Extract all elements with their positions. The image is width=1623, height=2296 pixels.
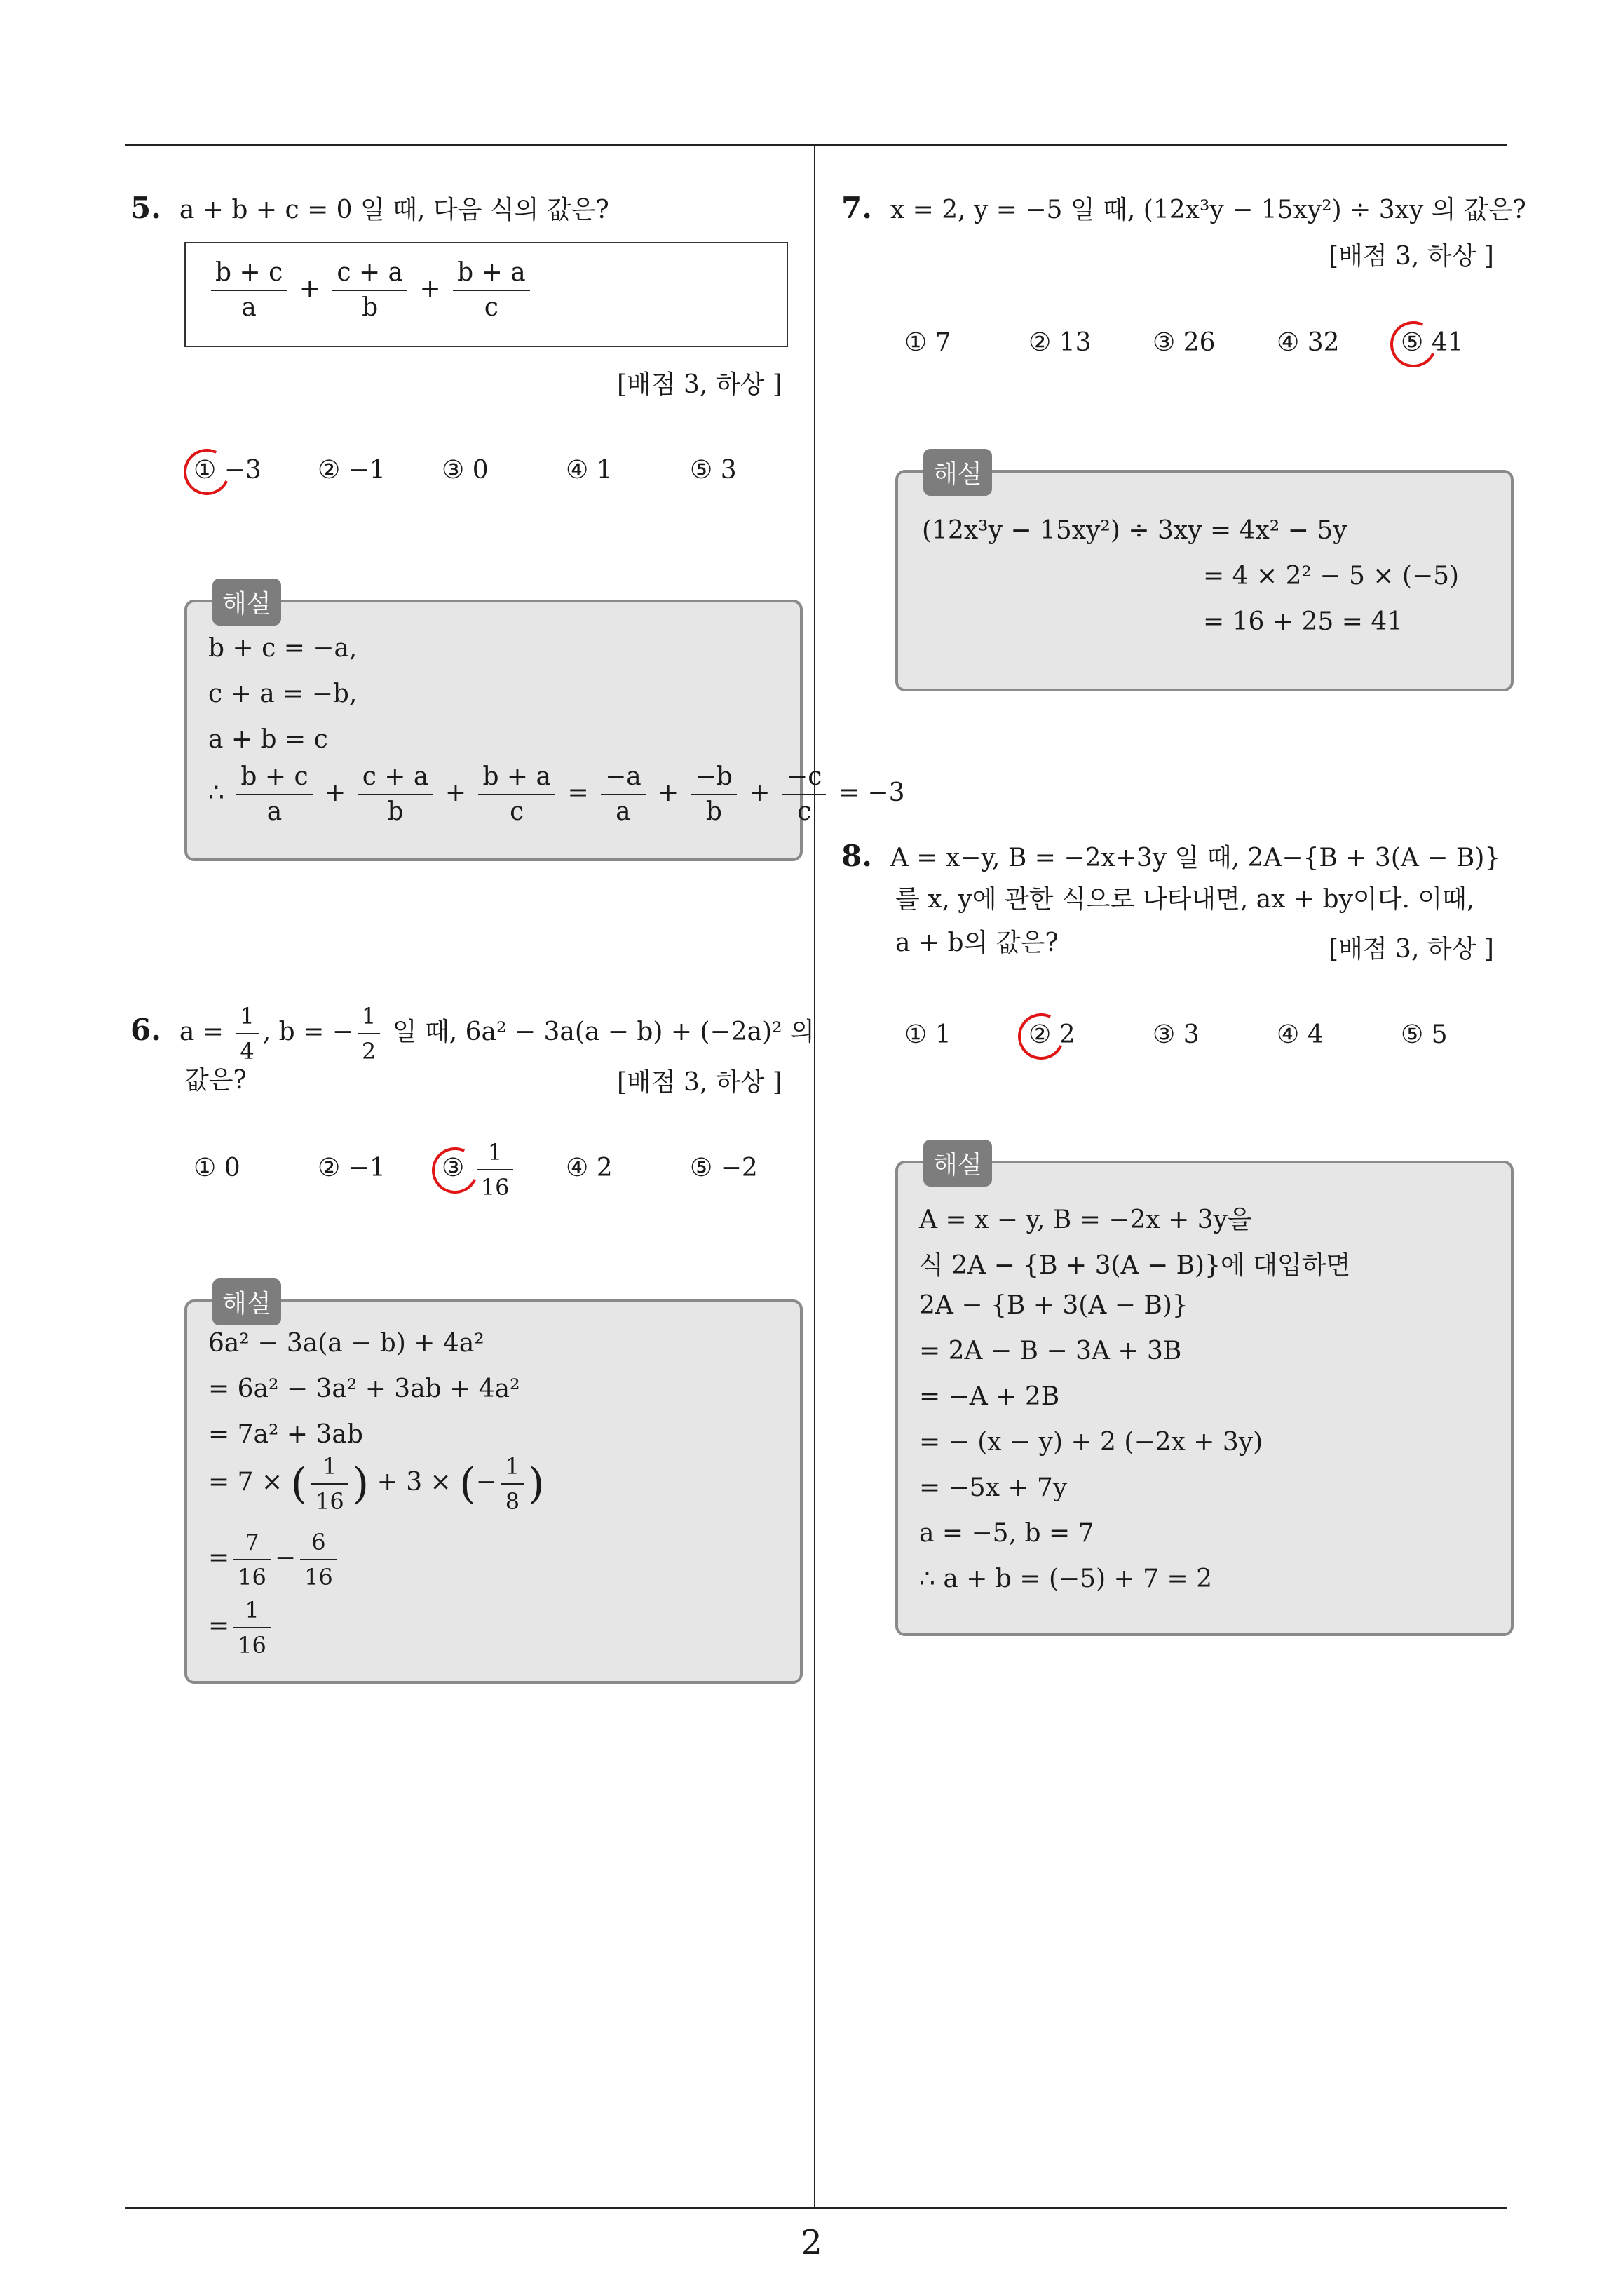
choice-2[interactable]: ② −1	[318, 1154, 386, 1182]
bottom-rule	[125, 2207, 1507, 2209]
choice-5[interactable]: ⑤ −2	[690, 1154, 758, 1182]
fraction: $\frac{b + a}{c}$	[453, 256, 530, 325]
solution-tag: 해설	[212, 1278, 281, 1325]
choice-2[interactable]: ② 2	[1028, 1020, 1075, 1049]
choice-1[interactable]: ① −3	[193, 456, 262, 485]
solution-line: b + c = −a,	[208, 634, 358, 663]
solution-line: 식 2A − {B + 3(A − B)}에 대입하면	[919, 1251, 1351, 1280]
choice-2[interactable]: ② 13	[1028, 328, 1092, 357]
fraction: $\frac{1}{4}$	[236, 999, 258, 1068]
problem-6-meta: [배점 3, 하상 ]	[617, 1068, 782, 1097]
problem-8-stem: 8. A = x−y, B = −2x+3y 일 때, 2A−{B + 3(A − B)}	[841, 839, 1501, 873]
choice-5[interactable]: ⑤ 5	[1401, 1020, 1448, 1049]
choice-5[interactable]: ⑤ 41	[1401, 328, 1464, 357]
solution-line: ∴ a + b = (−5) + 7 = 2	[919, 1565, 1213, 1593]
problem-7-stem	[841, 187, 1526, 232]
choice-3[interactable]: ③ $\frac{1}{16}$	[442, 1135, 517, 1204]
choice-3[interactable]: ③ 0	[442, 456, 489, 485]
choice-1[interactable]: ① 7	[904, 328, 951, 357]
problem-6-stem-line2: 값은?	[184, 1066, 247, 1095]
solution-line: a + b = c	[208, 725, 328, 754]
problem-6-stem: 6. a = $\frac{1}{4}$ , b = − $\frac{1}{2}$ 일 때, 6a² − 3a(a − b) + (−2a)² 의	[130, 999, 815, 1068]
choice-4[interactable]: ④ 2	[566, 1154, 613, 1182]
choice-4[interactable]: ④ 4	[1277, 1020, 1324, 1049]
problem-7-meta: [배점 3, 하상 ]	[1329, 242, 1494, 271]
solution-tag: 해설	[923, 1140, 992, 1187]
choice-4[interactable]: ④ 1	[566, 456, 613, 485]
solution-line: a = −5, b = 7	[919, 1519, 1094, 1548]
column-divider	[814, 145, 815, 2208]
choice-2[interactable]: ② −1	[318, 456, 386, 485]
solution-tag: 해설	[212, 579, 281, 626]
page-number: 2	[801, 2223, 822, 2262]
solution-line: c + a = −b,	[208, 680, 358, 708]
solution-tag: 해설	[923, 449, 992, 496]
fraction: $\frac{b + c}{a}$	[211, 256, 287, 325]
fraction: $\frac{c + a}{b}$	[332, 256, 407, 325]
solution-line: = −A + 2B	[919, 1382, 1060, 1411]
solution-line: = − (x − y) + 2 (−2x + 3y)	[919, 1428, 1263, 1457]
problem-8-meta: [배점 3, 하상 ]	[1329, 935, 1494, 964]
choice-3[interactable]: ③ 26	[1153, 328, 1216, 357]
fraction: $\frac{1}{2}$	[358, 999, 380, 1068]
problem-5-solution	[184, 590, 905, 861]
problem-number: 5.	[130, 191, 161, 225]
solution-line: = 2A − B − 3A + 3B	[919, 1337, 1182, 1365]
top-rule	[125, 144, 1507, 146]
problem-number: 7.	[841, 191, 872, 225]
problem-8-stem-line2: 를 x, y에 관한 식으로 나타내면, ax + by이다. 이때,	[895, 885, 1475, 914]
choice-5[interactable]: ⑤ 3	[690, 456, 737, 485]
problem-text: a + b + c = 0 일 때, 다음 식의 값은?	[179, 196, 609, 224]
choice-4[interactable]: ④ 32	[1277, 328, 1340, 357]
solution-line: = 6a² − 3a² + 3ab + 4a²	[208, 1375, 520, 1403]
solution-line: = $\frac{7}{16}$ − $\frac{6}{16}$	[208, 1525, 341, 1594]
selected-answer-mark	[1384, 315, 1444, 374]
choice-1[interactable]: ① 0	[193, 1154, 240, 1182]
problem-8-solution	[895, 1151, 1514, 1636]
problem-5-formula-box: $\frac{b + c}{a}$ + $\frac{c + a}{b}$ + $\frac{b + a}{c}$	[184, 242, 788, 347]
problem-number: 8.	[841, 839, 872, 873]
selected-answer-mark	[177, 443, 237, 502]
solution-line: = $\frac{1}{16}$	[208, 1593, 275, 1662]
problem-5-meta: [배점 3, 하상 ]	[617, 370, 782, 399]
solution-line: = 7a² + 3ab	[208, 1420, 363, 1449]
problem-6-solution	[184, 1290, 803, 1684]
solution-line: (12x³y − 15xy²) ÷ 3xy = 4x² − 5y	[922, 516, 1347, 545]
solution-line: = −5x + 7y	[919, 1473, 1068, 1502]
solution-line: ∴ $\frac{b + c}{a}$ + $\frac{c + a}{b}$ + $\frac{b + a}{c}$ = $\frac{-a}{a}$ + $\frac{-b}{b}$ + $\frac{-c}{c}$ = −3	[208, 760, 905, 829]
solution-line: 6a² − 3a(a − b) + 4a²	[208, 1329, 484, 1358]
solution-line: = 4 × 2² − 5 × (−5)	[1203, 562, 1460, 590]
solution-line: = 16 + 25 = 41	[1203, 607, 1404, 636]
solution-line: = 7 × ( $\frac{1}{16}$ ) + 3 × (− $\frac{1}{8}$ )	[208, 1450, 545, 1518]
solution-line: A = x − y, B = −2x + 3y을	[919, 1206, 1252, 1234]
choice-1[interactable]: ① 1	[904, 1020, 951, 1049]
solution-line: 2A − {B + 3(A − B)}	[919, 1291, 1188, 1320]
problem-8-stem-line3: a + b의 값은?	[895, 928, 1059, 957]
problem-7-solution	[895, 460, 1514, 691]
problem-5-stem	[130, 187, 609, 232]
problem-text: x = 2, y = −5 일 때, (12x³y − 15xy²) ÷ 3xy 의 값은?	[890, 196, 1526, 224]
selected-answer-mark	[1012, 1007, 1071, 1067]
choice-3[interactable]: ③ 3	[1153, 1020, 1200, 1049]
problem-number: 6.	[130, 1013, 161, 1047]
